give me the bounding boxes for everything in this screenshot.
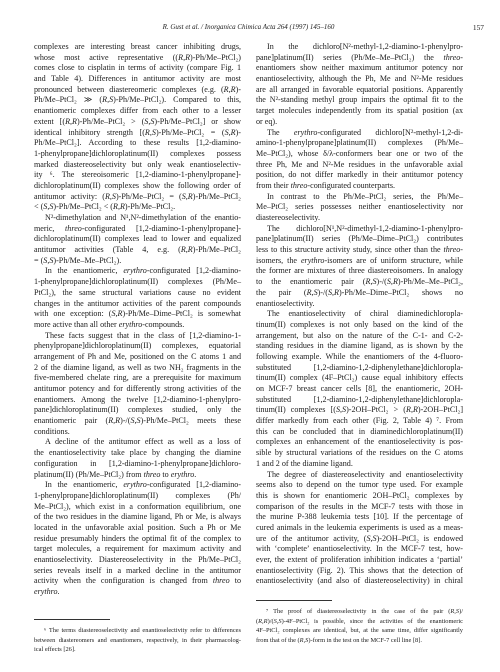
text-line: configuration in [1,2-diamino-1-phenylpropane]dichloro- — [34, 458, 241, 468]
paragraph — [34, 42, 241, 213]
footnote-rule — [34, 619, 110, 620]
paragraph — [256, 224, 463, 310]
text-line: ever, the extent of proliferation inhibition indicates a ‘partial’ — [256, 555, 463, 564]
text-line: tinum(II) complexes is not only based on the kind of the — [256, 319, 463, 329]
text-line: three Ph, Me and N²-Me residues in the unfavorable axial — [256, 159, 463, 169]
text-line: arrangement of Ph and Me, positioned on the C atoms 1 and — [34, 351, 241, 361]
text-line: enantioselectivity. Diastereoselectivity in the Ph/Me–PtCl₂ — [34, 555, 241, 564]
text-line: enantiomeric complexes differ from each other to a lesser — [34, 106, 241, 116]
footnote-line: (R,R)/(S,S)-4F–PtCl₂ is possible, since the activities of the enantiomeric — [256, 617, 463, 625]
text-line: marked diastereoselectivity but only weak enantioselectiv- — [34, 159, 241, 169]
text-line: enantiomeric pair (R,R)-/(S,S)-Ph/Me–PtCl₂ meets these — [34, 416, 241, 426]
text-line: and Table 4). Differences in antitumor activity are most — [34, 74, 241, 84]
paragraph — [256, 192, 463, 224]
text-line: 2 of the diamine ligand, as well as two NH₂ fragments in the — [34, 362, 241, 372]
text-line: following example. While the enantiomers of the 4-fluoro- — [256, 351, 463, 361]
text-line: seems also to depend on the tumor type used. For example — [256, 480, 463, 490]
text-line: isomers, the erythro-isomers are of uniform structure, while — [256, 255, 464, 265]
text-line: The dichloro[N¹,N²-dimethyl-1,2-diamino-1-phenylpro- — [267, 223, 463, 233]
paragraph — [34, 213, 241, 266]
paragraph — [34, 480, 241, 598]
text-line: comparison of the results in the MCF-7 tests with those in — [256, 501, 463, 511]
text-line: antitumor activity: (R,S)-Ph/Me–PtCl₂ = (S,R)-Ph/Me–PtCl₂ — [34, 191, 241, 201]
paragraph — [34, 437, 241, 480]
paragraph — [34, 266, 241, 330]
text-line: The erythro-configurated dichloro[N²-methyl-1,2-di- — [267, 127, 463, 137]
text-line: A decline of the antitumor effect as well as a loss of — [45, 437, 241, 447]
text-line: In the dichloro[N²-methyl-1,2-diamino-1-phenylpro- — [267, 42, 463, 51]
text-line: pronounced between diastereomeric complexes (e.g. (R,R)- — [34, 84, 241, 94]
text-line: enantiomers show neither maximum antitumor potency nor — [256, 63, 463, 73]
text-line: the N²-standing methyl group impairs the optimal fit to the — [256, 95, 463, 105]
text-line: enantioselectivity. — [256, 298, 315, 308]
text-line: substituted [1,2-diamino-1,2-diphenylethane]dichloropla- — [256, 362, 463, 372]
text-line: pane]platinum(II) series (Ph/Me–Me–PtCl₂) the threo- — [256, 52, 463, 62]
text-line: with one exception: (S,R)-Ph/Me–Dime–PtCl₂ is somewhat — [34, 309, 241, 319]
footnote-line: ⁶ The terms diastereoselectivity and enantioselectivity refer to differences — [44, 627, 241, 634]
text-line: In the enantiomeric, erythro-configurated [1,2-diamino- — [45, 480, 241, 490]
text-line: antitumor potency and for differently strong activities of the — [34, 384, 241, 393]
text-line: ure of the antitumor activity, (S,S)-2OH–PtCl₂ is endowed — [256, 533, 463, 543]
text-line: ity ⁶. The stereoisomeric [1,2-diamino-1-phenylpropane]- — [34, 170, 241, 180]
left-column — [34, 42, 241, 598]
text-line: erythro. — [34, 587, 60, 597]
text-line: The degree of diastereoselectivity and enantioselectivity — [267, 469, 463, 479]
paragraph — [256, 470, 463, 588]
paragraph — [256, 309, 463, 469]
text-line: identical inhibitory strength [(R,S)-Ph/Me–PtCl₂ = (S,R)- — [34, 127, 241, 137]
text-line: residue presumably hinders the optimal fit of the complex to — [34, 533, 241, 543]
page-number: 157 — [472, 23, 484, 32]
text-line: target molecules, a requirement for maximum activity and — [34, 544, 241, 554]
text-line: less to this structure activity study, since other than the threo- — [256, 245, 463, 255]
text-line: standing residues in the diamine ligand, as is shown by the — [256, 341, 463, 351]
text-line: 1-phenylpropane]dichloroplatinum(II) complexes (Ph/Me– — [34, 277, 241, 287]
text-line: this can be concluded that in diaminedichloroplatinum(II) — [256, 426, 463, 436]
paragraph — [256, 42, 463, 128]
text-line: Me–PtCl₂), whose δ/λ-conformers bear one or two of the — [256, 148, 463, 158]
text-line: target molecules independently from its spatial position (ax — [256, 106, 463, 116]
text-line: 1 and 2 of the diamine ligand. — [256, 458, 353, 468]
paragraph — [256, 128, 463, 192]
text-line: tinum(II) complex (4F–PtCl₂) cause equal inhibitory effects — [256, 373, 463, 383]
text-line: to the enantiomeric pair (R,S)-/(S,R)-Ph/Me–Me–PtCl₂, — [256, 277, 463, 287]
text-line: differ markedly from each other (Fig. 2, Table 4) ⁷. From — [256, 416, 463, 426]
text-line: or eq). — [256, 116, 278, 126]
text-line: changes in the antitumor activities of the parent compounds — [34, 298, 241, 308]
text-line: whose most active representative ((R,R)-Ph/Me–PtCl₂) — [34, 52, 241, 62]
text-line: enantioselectivity, although the Ph, Me and N²-Me residues — [256, 74, 463, 84]
footnote-line: 4F–PtCl₂ complexes are identical, but, at the same time, differ significantly — [256, 627, 463, 634]
text-line: Me–PtCl₂), which exist in a conformation equilibrium, one — [34, 501, 241, 511]
text-line: diastereoselectivity. — [256, 213, 320, 222]
text-line: extent [(R,R)-Ph/Me–PtCl₂ > (S,S)-Ph/Me–PtCl₂] or show — [34, 116, 241, 126]
text-line: series reveals itself in a marked decline in the antitumor — [34, 565, 241, 575]
text-line: phenylpropane]dichloroplatinum(II) complexes, equatorial — [34, 341, 241, 351]
text-line: on MCF-7 breast cancer cells [8], the enantiomeric, 2OH- — [256, 384, 463, 393]
text-line: = (S,S)-Ph/Me–Me–PtCl₂). — [34, 255, 122, 265]
text-line: are all arranged in favorable equatorial positions. Apparently — [256, 84, 463, 94]
text-line: enantiomers. Among the twelve [1,2-diamino-1-phenylpro- — [34, 394, 241, 404]
text-line: tinum(II) complexes [(S,S)-2OH–PtCl₂ > (R,R)-2OH–PtCl₂] — [256, 405, 464, 415]
footnote-line: ical effects [26]. — [34, 646, 76, 653]
text-line: complexes an enhancement of the enantioselectivity is pos- — [256, 437, 463, 447]
text-line: substituted [1,2-diamino-1,2-diphenylethane]dichloropla- — [256, 394, 463, 404]
text-line: arrangement, but also on the nature of the C-1- and C-2- — [256, 330, 463, 340]
text-line: Me–PtCl₂ series possesses neither enantioselectivity nor — [256, 202, 463, 212]
text-line: Ph/Me–PtCl₂ ≫ (R,S)-Ph/Me–PtCl₂). Compared to this, — [34, 95, 241, 105]
text-line: sible by structural variations of the residues on the C atoms — [256, 448, 463, 458]
text-line: These facts suggest that in the class of [1,2-diamino-1- — [45, 330, 241, 340]
text-line: cured animals in the leukemia experiments is used as a meas- — [256, 522, 463, 532]
text-line: the enantioselectivity take place by changing the diamine — [34, 448, 241, 458]
text-line: of the two residues in the diamine ligand, Ph or Me, is always — [34, 512, 241, 522]
text-line: five-membered chelate ring, are a prerequisite for maximum — [34, 373, 241, 383]
text-line: more active than all other erythro-compounds. — [34, 319, 185, 329]
text-line: comes close to cisplatin in terms of activity (compare Fig. 1 — [34, 63, 241, 73]
text-line: dichloroplatinum(II) complexes lead to lower and equalized — [34, 234, 241, 244]
text-line: the pair (R,S)-/(S,R)-Ph/Me–Dime–PtCl₂ shows no — [256, 287, 463, 297]
footnote-line: ⁷ The proof of diastereoselectivity in the case of the pair (R,S)/ — [266, 608, 463, 615]
text-line: 1-phenylpropane]dichloroplatinum(II) complexes (Ph/ — [34, 490, 241, 500]
text-line: complexes are interesting breast cancer inhibiting drugs, — [34, 42, 241, 51]
text-line: the murine P-388 leukemia tests [10]. If the percentage of — [256, 512, 463, 522]
text-line: pane]dichloroplatinum(II) complexes studied, only the — [34, 405, 241, 415]
text-line: antitumor activities (Table 4, e.g. (R,R)-Ph/Me–PtCl₂ — [34, 245, 241, 255]
right-column — [256, 42, 463, 587]
text-line: PtCl₂), the same structural variations cause no evident — [34, 287, 241, 297]
text-line: N²-dimethylation and N¹,N²-dimethylation of the enantio- — [45, 213, 241, 222]
text-line: amino-1-phenylpropane]platinum(II) complexes (Ph/Me– — [256, 138, 463, 148]
running-title: R. Gust et al. / Inorganica Chimica Acta 264 (1997) 145–160 — [162, 23, 335, 31]
text-line: In the enantiomeric, erythro-configurated [1,2-diamino- — [45, 266, 241, 276]
text-line: Ph/Me–PtCl₂]. According to these results [1,2-diamino- — [34, 138, 241, 148]
text-line: from their threo-configurated counterparts. — [256, 180, 396, 190]
footnote-right — [256, 607, 463, 645]
text-line: dichloroplatinum(II) complexes show the following order of — [34, 180, 241, 190]
text-line: enantioselectivity (Fig. 2). This shows that the detection of — [256, 565, 463, 575]
text-line: activity when the configuration is changed from threo to — [34, 576, 241, 586]
text-line: 1-phenylpropane]dichloroplatinum(II) complexes possess — [34, 148, 241, 158]
text-line: The enantioselectivity of chiral diaminedichloropla- — [267, 309, 463, 319]
text-line: position, do not differ markedly in their antitumor potency — [256, 170, 463, 180]
footnote-line: from that of the (R,S)-form in the test on the MCF-7 cell line [8]. — [256, 636, 422, 644]
text-line: with ‘complete’ enantioselectivity. In the MCF-7 test, how- — [256, 544, 463, 554]
text-line: meric, threo-configurated [1,2-diamino-1-phenylpropane]- — [34, 223, 241, 233]
text-line: the former are mixtures of three diastereoisomers. In analogy — [256, 266, 463, 276]
text-line: conditions. — [34, 426, 70, 436]
footnote-line: between diastereomers and enantiomers, respectively, in their pharmacolog- — [34, 636, 241, 644]
text-line: < (S,S)-Ph/Me–PtCl₂ < (R,R)-Ph/Me–PtCl₂. — [34, 202, 176, 212]
footnote-left — [34, 626, 241, 655]
footnote-rule — [256, 600, 332, 601]
text-line: located in the unfavorable axial position. Such a Ph or Me — [34, 522, 241, 532]
text-line: enantioselectivity (and also of diastereoselectivity) in chiral — [256, 576, 463, 586]
text-line: platinum(II) (Ph/Me–PtCl₂) from threo to erythro. — [34, 469, 197, 479]
text-line: pane]platinum(II) series (Ph/Me–Dime–PtCl₂) contributes — [256, 234, 463, 244]
paragraph — [34, 331, 241, 438]
text-line: this is shown for enantiomeric 2OH–PtCl₂ complexes by — [256, 490, 463, 500]
text-line: In contrast to the Ph/Me–PtCl₂ series, the Ph/Me– — [267, 191, 463, 201]
